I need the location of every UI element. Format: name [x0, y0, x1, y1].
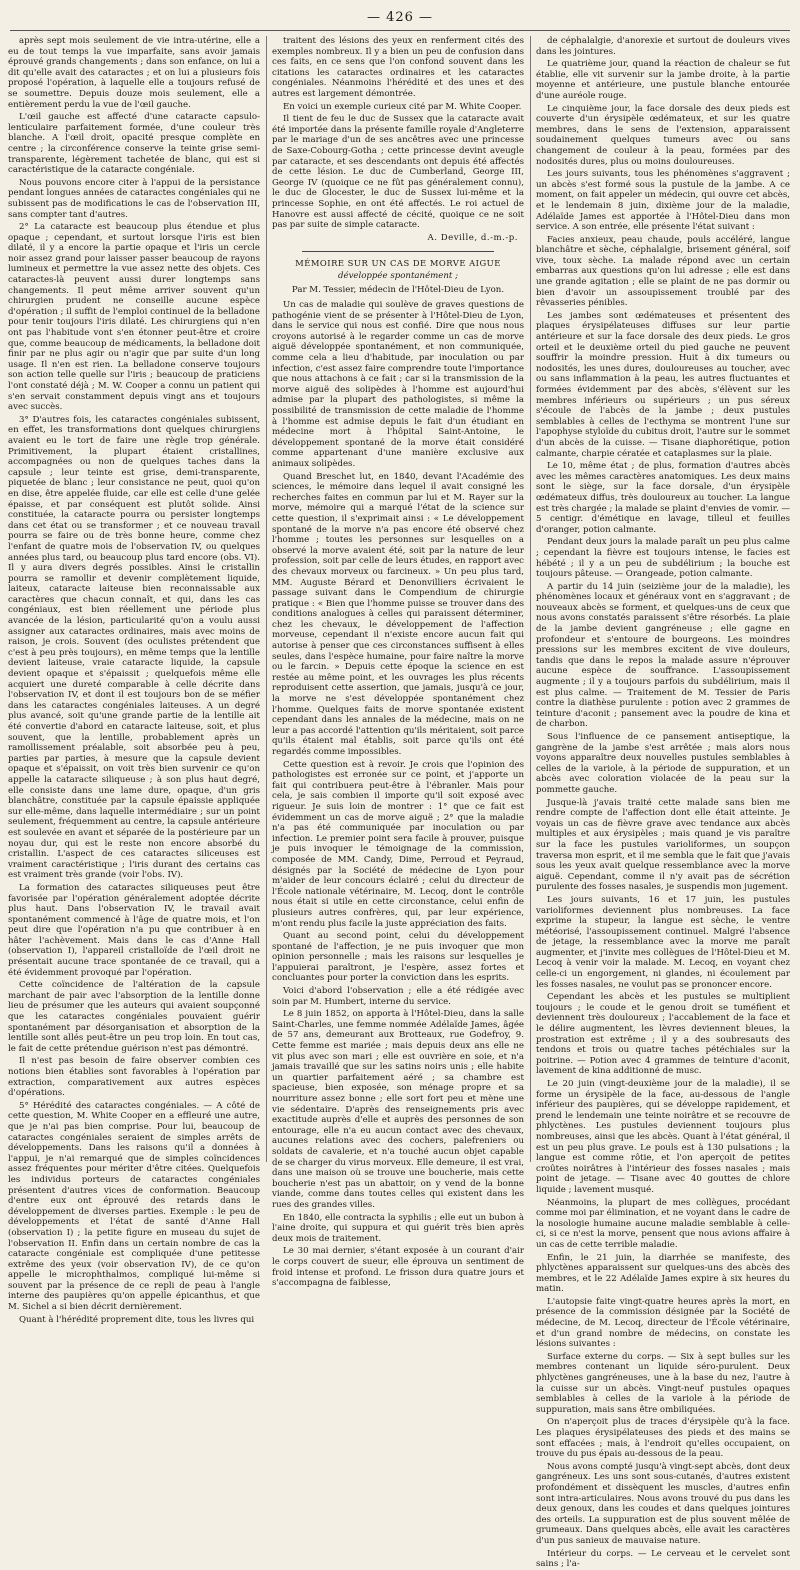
paragraph: L'autopsie faite vingt-quatre heures après la mort, en présence de la commission désignée par la Société de médecine, de M. Lecoq, directeur de l'École vétérinaire, et d'un grand nombre de médecins, on constate les lésions suivantes : — [536, 1296, 790, 1350]
paragraph: Quand Breschet lut, en 1840, devant l'Académie des sciences, le mémoire dans lequel il avait consigné les recherches faites en commun par lui et M. Rayer sur la morve, mémoire qui a marqué l'état de la science sur cette question, il s'exprimait ainsi : « Le développement spontané de la morve n'a pas encore été observé chez l'homme ; toutes les personnes sur lesquelles on a observé la morve avaient été, soit par la nature de leur profession, soit par celle de leurs études, en rapport avec des chevaux morveux ou farcineux. » Un peu plus tard, MM. Auguste Bérard et Denonvilliers écrivaient le passage suivant dans le Compendium de chirurgie pratique : « Bien que l'homme puisse se trouver dans des conditions analogues à celles qui paraissent déterminer, chez les chevaux, le développement de l'affection morveuse, cependant il n'existe encore aucun fait qui autorise à penser que ces circonstances suffisent à elles seules, dans l'espèce humaine, pour faire naître la morve ou le farcin. » Depuis cette époque la science en est restée au même point, et les ouvrages les plus récents reproduisent cette assertion, que jamais, jusqu'à ce jour, la morve ne s'est développée spontanément chez l'homme. Quelques faits de morve spontanée existent cependant dans les annales de la médecine, mais on ne leur a pas accordé l'attention qu'ils méritaient, soit parce qu'ils étaient mal établis, soit parce qu'ils ont été regardés comme impossibles. — [272, 471, 524, 757]
paragraph: traitent des lésions des yeux en renferment cités des exemples nombreux. Il y a bien un peu de confusion dans ces faits, en ce sens que l'on confond souvent dans les citations les cataractes ordinaires et les cataractes congéniales. Néanmoins l'hérédité et des unes et des autres est largement démontrée. — [272, 36, 524, 99]
paragraph: 5° Hérédité des cataractes congéniales. — A côté de cette question, M. White Cooper en a effleuré une autre, que je n'ai pas bien comprise. Pour lui, beaucoup de cataractes congéniales seraient de simples arrêts de développements. Dans les raisons qu'il a données à l'appui, je n'ai remarqué que de simples coïncidences assez fréquentes pour mériter d'être citées. Quelquefois les individus porteurs de cataractes congéniales présentent d'autres vices de conformation. Beaucoup d'entre eux ont éprouvé des retards dans le développement de diverses parties. Exemple : le peu de développements et l'état de santé d'Anne Hall (observation I) ; la petite figure en museau du sujet de l'observation II. Enfin dans un certain nombre de cas la cataracte congéniale est compliquée d'une petitesse extrême des yeux (voir observation IV), de ce qu'on appelle le microphthalmos, compliqué lui-même si souvent par la présence de ce repli de peau à l'angle interne des paupières qu'on appelle épicanthus, et que M. Sichel a si bien décrit dernièrement. — [8, 1100, 260, 1313]
paragraph: Le 30 mai dernier, s'étant exposée à un courant d'air le corps couvert de sueur, elle éprouva un sentiment de froid intense et profond. Le frisson dura quatre jours et s'accompagna de faiblesse, — [272, 1246, 524, 1289]
paragraph: Cette coïncidence de l'altération de la capsule marchant de pair avec l'absorption de la lentille donne lieu de présumer que les auteurs qui avaient soupçonné que les cataractes congéniales pouvaient guérir spontanément par désorganisation et absorption de la lentille sont allés peut-être un peu trop loin. En tout cas, le fait de cette prétendue guérison n'est pas démontré. — [8, 980, 260, 1054]
paragraph: Nous avons compté jusqu'à vingt-sept abcès, dont deux gangréneux. Les uns sont sous-cutanés, d'autres existent profondément et dissèquent les muscles, d'autres enfin sont intra-articulaires. Nous avons trouvé du pus dans les deux genoux, dans les coudes et dans quelques jointures des orteils. La suppuration est de plus souvent mêlée de grumeaux. Dans quelques abcès, elle avait les caractères d'un pus sanieux de mauvaise nature. — [536, 1461, 790, 1546]
column-right — [536, 36, 790, 1570]
paragraph: Néanmoins, la plupart de mes collègues, procédant comme moi par élimination, et ne voyant dans le cadre de la nosologie humaine aucune maladie semblable à celle-ci, si ce n'est la morve, pensent que nous avions affaire à un cas de cette terrible maladie. — [536, 1197, 790, 1250]
paragraph: Un cas de maladie qui soulève de graves questions de pathogénie vient de se présenter à l'Hôtel-Dieu de Lyon, dans le service qui nous est confié. Dire que nous nous croyons autorisé à le regarder comme un cas de morve aiguë développée spontanément, et non communiquée, comme cela a lieu d'habitude, par inoculation ou par infection, c'est assez faire comprendre toute l'importance que nous attachons à ce fait ; car si la transmission de la morve aiguë des solipèdes à l'homme est aujourd'hui admise par la plupart des pathologistes, si même la possibilité de transmission de cette maladie de l'homme à l'homme est admise depuis le fait d'un étudiant en médecine mort à l'hôpital Saint-Antoine, le développement spontané de la morve était considéré comme appartenant d'une manière exclusive aux animaux solipèdes. — [272, 300, 524, 469]
paragraph: Le quatrième jour, quand la réaction de chaleur se fut établie, elle vit survenir sur la jambe droite, à la partie moyenne et antérieure, une pustule blanche entourée d'une auréole rouge. — [536, 59, 790, 101]
paragraph: Facies anxieux, peau chaude, pouls accéléré, langue blanchâtre et sèche, céphalalgie, brisement général, soif vive, toux sèche. La malade répond avec un certain embarras aux questions qu'on lui adresse ; elle est dans une grande agitation ; elle se plaint de ne pas dormir ou bien d'avoir un assoupissement troublé par des rêvasseries pénibles. — [536, 234, 790, 309]
paragraph: En 1840, elle contracta la syphilis ; elle eut un bubon à l'aine droite, qui suppura et qui guérit très bien après deux mois de traitement. — [272, 1212, 524, 1244]
paragraph: La formation des cataractes siliqueuses peut être favorisée par l'opération généralement adoptée décrite plus haut. Dans l'observation IV, le travail avait spontanément commencé à l'âge de quatre mois, et l'on peut dire que l'opération n'a pu que contribuer à en hâter l'achèvement. Mais dans le cas d'Anne Hall (observation I), l'appareil cristalloïde de l'œil droit ne présentait aucune trace spontanée de ce travail, qui a été évidemment provoqué par l'opération. — [8, 882, 260, 978]
paragraph: Enfin, le 21 juin, la diarrhée se manifeste, des phlyctènes apparaissent sur quelques-uns des abcès des membres, et le 22 Adélaïde James expire à six heures du matin. — [536, 1252, 790, 1295]
paragraph: après sept mois seulement de vie intra-utérine, elle a eu de tout temps la vue imparfaite, sans avoir jamais éprouvé grands changements ; dans son enfance, on lui a dit qu'elle avait des cataractes ; et on lui a plusieurs fois proposé l'opération, à laquelle elle a toujours refusé de se soumettre. Depuis douze mois seulement, elle a entièrement perdu la vue de l'œil gauche. — [8, 36, 260, 110]
paragraph: 3° D'autres fois, les cataractes congéniales subissent, en effet, les transformations dont quelques chirurgiens avaient eu le tort de faire une règle trop générale. Primitivement, la plupart étaient cristallines, accompagnées ou non de quelques taches dans la capsule ; leur teinte est grise, demi-transparente, piquetée de blanc ; leur consistance ne peut, quoi qu'on en dise, être appelée fluide, car elle est celle d'une gelée épaisse, et par conséquent est plutôt solide. Ainsi constituée, la cataracte pourra ou persister longtemps dans cet état ou se transformer ; et ce nouveau travail pourra se faire ou de très bonne heure, comme chez l'enfant de quatre mois de l'observation IV, ou quelques années plus tard, ou beaucoup plus tard encore (obs. VI). Il y aura divers degrés possibles. Ainsi le cristallin pourra se ramollir et devenir complètement liquide, laiteux, cataracte laiteuse bien reconnaissable aux caractères que chacun connaît, et qui, dans les cas congéniaux, est bien réellement une période plus avancée de la lésion, particularité qu'on a voulu aussi assigner aux cataractes ordinaires, mais avec moins de raison, je crois. Souvent (des oculistes prétendent que c'est à peu près toujours), en même temps que la lentille devient laiteuse, vraie cataracte liquide, la capsule devient opaque et s'épaissit ; quelquefois même elle acquiert une dureté comparable à celle décrite dans l'observation IV, et dont il est toujours bon de se méfier dans les cataractes congéniales laiteuses. A un degré plus avancé, soit qu'une grande partie de la lentille ait été convertie d'abord en cataracte laiteuse, soit, et plus souvent, que la lentille, probablement après un ramollissement préalable, soit absorbée peu à peu, parties par parties, à mesure que la capsule devient opaque et s'épaissit, on voit très bien survenir ce qu'on appelle la cataracte siliqueuse ; à son plus haut degré, elle consiste dans une lame dure, opaque, d'un gris blanchâtre, constituée par la capsule épaissie appliquée sur elle-même, dans laquelle intermédiaire ; sur un point seulement, fréquemment au centre, la capsule antérieure est soulevée en avant et séparée de la postérieure par un noyau dur, qui est le reste non encore absorbé du cristallin. L'aspect de ces cataractes siliceuses est vraiment caractéristique ; l'iris durant des certains cas est vraiment très grande (voir l'obs. IV). — [8, 414, 260, 881]
paragraph: Jusque-là j'avais traité cette malade sans bien me rendre compte de l'affection dont elle était atteinte. Je voyais un cas de fièvre grave avec tendance aux abcès multiples et aux érysipèles ; mais quand je vis paraître sur la face les pustules varioliformes, un soupçon traversa mon esprit, et il me sembla que le fait que j'avais sous les yeux avait quelque ressemblance avec la morve aiguë. Cependant, comme il n'y avait pas de sécrétion purulente des fosses nasales, je suspendis mon jugement. — [536, 797, 790, 893]
section-rule — [302, 251, 494, 252]
paragraph: Voici d'abord l'observation ; elle a été rédigée avec soin par M. Humbert, interne du service. — [272, 986, 524, 1007]
paragraph: Le cinquième jour, la face dorsale des deux pieds est couverte d'un érysipèle œdémateux, et sur les quatre membres, dans le sens de l'extension, apparaissent soudainement quelques tumeurs avec ou sans changement de couleur à la peau, formées par des nodosités dures, plus ou moins douloureuses. — [536, 103, 790, 167]
paragraph: Le 8 juin 1852, on apporta à l'Hôtel-Dieu, dans la salle Saint-Charles, une femme nommée Adélaïde James, âgée de 57 ans, demeurant aux Brotteaux, rue Godefroy, 9. Cette femme est mariée ; mais depuis deux ans elle ne vit plus avec son mari ; elle est ouvrière en soie, et n'a jamais travaillé que sur les satins noirs unis ; elle habite un quartier parfaitement aéré ; sa chambre est spacieuse, bien exposée, son ménage propre et sa nourriture assez bonne ; elle sort fort peu et mène une vie sédentaire. D'après des renseignements pris avec exactitude auprès d'elle et auprès des personnes de son entourage, elle n'a eu aucun contact avec des chevaux, aucunes relations avec des cochers, palefreniers ou soldats de cavalerie, et n'a touché aucun objet capable de se charger du virus morveux. Elle demeure, il est vrai, dans une maison où se trouve une boucherie, mais cette boucherie n'est pas un abattoir, on y vend de la bonne viande, comme dans toutes celles qui existent dans les rues des grandes villes. — [272, 1009, 524, 1210]
paragraph: Quant à l'hérédité proprement dite, tous les livres qui — [19, 1314, 255, 1325]
paragraph: A partir du 14 juin (seizième jour de la maladie), les phénomènes locaux et généraux vont en s'aggravant ; de nouveaux abcès se forment, et quelques-uns de ceux que nous avons constatés paraissent s'être résorbés. La plaie de la jambe devient gangréneuse ; elle gagne en profondeur et s'entoure de bourgeons. Les moindres pressions sur les membres excitent de vive douleurs, tandis que dans le repos la malade assure n'éprouver aucune espèce de souffrance. L'assoupissement augmente ; il y a toujours parfois du subdélirium, mais il est plus calme. — Traitement de M. Tessier de Paris contre la diathèse purulente : potion avec 2 grammes de teinture d'aconit ; pansement avec la poudre de kina et de charbon. — [536, 581, 790, 730]
article-subtitle: développée spontanément ; — [337, 270, 459, 281]
paragraph: Les jambes sont œdémateuses et présentent des plaques érysipélateuses diffuses sur leur partie antérieure et sur la face dorsale des deux pieds. Le gros orteil et le deuxième orteil du pied gauche ne peuvent souffrir la moindre pression. Huit à dix tumeurs ou nodosités, les unes dures, douloureuses au toucher, avec ou sans inflammation à la peau, les autres fluctuantes et formées évidemment par des abcès, s'élèvent sur les membres inférieurs ou supérieurs ; un pus séreux s'écoule de l'abcès de la jambe ; deux pustules semblables à celles de l'ecthyma se montrent l'une sur l'apophyse styloïde du cubitus droit, l'autre sur le sommet d'un abcès de la cuisse. — Tisane diaphorétique, potion calmante, charpie cératée et cataplasmes sur la plaie. — [536, 310, 790, 459]
header-rule — [10, 30, 790, 31]
column-middle — [272, 36, 524, 1289]
column-left — [8, 36, 260, 1325]
article-byline: Par M. Tessier, médecin de l'Hôtel-Dieu de Lyon. — [291, 285, 505, 296]
paragraph: Le 10, même état ; de plus, formation d'autres abcès avec les mêmes caractères anatomiques. Les deux mains sont le siège, sur la face dorsale, d'un érysipèle œdémateux diffus, très douloureux au toucher. La langue est très chargée ; la malade se plaint d'envies de vomir. — 5 centigr. d'émétique en lavage, tilleul et feuilles d'oranger, potion calmante. — [536, 461, 790, 535]
paragraph: de céphalalgie, d'anorexie et surtout de douleurs vives dans les jointures. — [536, 36, 790, 57]
paragraph: Sous l'influence de ce pansement antiseptique, la gangrène de la jambe s'est arrêtée ; mais alors nous voyons apparaître deux nouvelles pustules semblables à celles de la variole, à la période de suppuration, et un abcès avec coloration violacée de la peau sur la pommette gauche. — [536, 732, 790, 795]
column-divider — [266, 36, 267, 1162]
author-signature: A. Deville, d.-m.-p. — [427, 232, 518, 243]
paragraph: Quant au second point, celui du développement spontané de l'affection, je ne puis invoquer que mon opinion personnelle ; mais les raisons sur lesquelles je l'appuierai paraîtront, je l'espère, assez fortes et concluantes pour porter la conviction dans les esprits. — [272, 931, 524, 984]
paragraph: Cette question est à revoir. Je crois que l'opinion des pathologistes est erronée sur ce point, et j'apporte un fait qui contribuera peut-être à l'ébranler. Mais pour cela, je sais combien il importe qu'il soit exposé avec rigueur. Je suis loin de montrer : 1° que ce fait est évidemment un cas de morve aiguë ; 2° que la maladie n'a pas été communiquée par inoculation ou par infection. Le premier point sera facile à prouver, puisque je puis invoquer le témoignage de la commission, composée de MM. Candy, Dime, Perroud et Peyraud, désignés par la Société de médecine de Lyon pour m'aider de leur concours éclairé ; celui du directeur de l'École nationale vétérinaire, M. Lecoq, dont le contrôle nous était si utile en cette circonstance, celui enfin de plusieurs autres confrères, qui, par leur expérience, m'ont rendu plus facile la juste appréciation des faits. — [272, 759, 524, 929]
paragraph: Les jours suivants, tous les phénomènes s'aggravent ; un abcès s'est formé sous la pustule de la jambe. A ce moment, on fait appeler un médecin, qui ouvre cet abcès, et le lendemain 8 juin, dixième jour de la maladie, Adélaïde James est apportée à l'Hôtel-Dieu dans mon service. A son entrée, elle présente l'état suivant : — [536, 169, 790, 233]
paragraph: Cependant les abcès et les pustules se multiplient toujours ; le coude et le genou droit se tuméfient et deviennent très douloureux ; l'accablement de la face et le délire augmentent, les lèvres deviennent bleues, la prostration est extrême ; il y a des soubresauts des tendons et trois ou quatre taches pétéchiales sur la poitrine. — Potion avec 4 grammes de teinture d'aconit, lavement de kina additionné de musc. — [536, 992, 790, 1077]
paragraph: On n'aperçoit plus de traces d'érysipèle qu'à la face. Les plaques érysipélateuses des pieds et des mains se sont effacées ; mais, à l'endroit qu'elles occupaient, on trouve du pus épais au-dessous de la peau. — [536, 1417, 790, 1460]
paragraph: Nous pouvons encore citer à l'appui de la persistance pendant longues années de cataractes congéniales qui ne subissent pas de modifications le cas de l'observation III, sans compter tant d'autres. — [8, 177, 260, 220]
paragraph: 2° La cataracte est beaucoup plus étendue et plus opaque ; cependant, et surtout lorsque l'iris est bien dilaté, il y a encore la partie opaque et l'iris un cercle noir assez grand pour laisser passer beaucoup de rayons lumineux et permettre la vue assez nette des objets. Ces cataractes-là peuvent aussi durer longtemps sans changements. Il peut même arriver souvent qu'un chirurgien prudent ne conseille aucune espèce d'opération ; il suffit de l'emploi continuel de la belladone pour tenir toujours l'iris dilaté. Les chirurgiens qui n'en ont pas l'habitude vont s'en étonner peut-être et croire que, comme beaucoup de médicaments, la belladone doit finir par ne plus agir ou n'agir que par suite d'un long usage. Il n'en est rien. La belladone conserve toujours son action telle quelle sur l'iris ; beaucoup de praticiens l'ont constaté déjà ; M. W. Cooper a connu un patient qui s'en servait constamment depuis vingt ans et toujours avec succès. — [8, 222, 260, 413]
page-number: — 426 — — [366, 10, 434, 25]
paragraph: Il n'est pas besoin de faire observer combien ces notions bien établies sont favorables à l'opération par extraction, comparativement aux autres espèces d'opérations. — [8, 1056, 260, 1099]
paragraph: En voici un exemple curieux cité par M. White Cooper. — [283, 101, 522, 112]
article-title: MÉMOIRE SUR UN CAS DE MORVE AIGUE — [295, 258, 501, 269]
paragraph: Il tient de feu le duc de Sussex que la cataracte avait été importée dans la présente famille royale d'Angleterre par le mariage d'un de ses ancêtres avec une princesse de Saxe-Cobourg-Gotha ; cette princesse devint aveugle par cataracte, et ses descendants ont depuis été affectés de cette lésion. Le duc de Cumberland, George III, George IV (quoique ce ne fût pas généralement connu), le duc de Glocester, le duc de Sussex lui-même et la princesse Sophie, en ont été affectés. Le roi actuel de Hanovre est aussi affecté de cécité, quoique ce ne soit pas par suite de simple cataracte. — [272, 114, 524, 231]
paragraph: Le 20 juin (vingt-deuxième jour de la maladie), il se forme un érysipèle de la face, au-dessous de l'angle inférieur des paupières, qui se développe rapidement, et prend le lendemain une teinte noirâtre et se recouvre de phlyctènes. Les pustules deviennent toujours plus nombreuses, ainsi que les abcès. Quant à l'état général, il est un peu plus grave. Le pouls est à 130 pulsations ; la langue est comme rôtie, et l'on aperçoit de petites croûtes noirâtres à l'intérieur des fosses nasales ; mais point de jetage. — Tisane avec 40 gouttes de chlore liquide ; lavement musqué. — [536, 1079, 790, 1195]
paragraph: Les jours suivants, 16 et 17 juin, les pustules varioliformes deviennent plus nombreuses. La face exprime la stupeur, la langue est sèche, le ventre météorisé, l'assoupissement continuel. Malgré l'absence de jetage, la ressemblance avec la morve me paraît augmenter, et j'invite mes collègues de l'Hôtel-Dieu et M. Lecoq à venir voir la malade. M. Lecoq, en voyant chez celle-ci un engorgement, ni glandes, ni écoulement par les fosses nasales, ne voulut pas se prononcer encore. — [536, 894, 790, 990]
paragraph: Pendant deux jours la malade paraît un peu plus calme ; cependant la fièvre est toujours intense, le facies est hébété ; il y a un peu de subdélirium ; la bouche est toujours pâteuse. — Orangeade, potion calmante. — [536, 537, 790, 580]
paragraph: Surface externe du corps. — Six à sept bulles sur les membres contenant un liquide séro-purulent. Deux phlyctènes gangréneuses, une à la base du nez, l'autre à la cuisse sur un abcès. Vingt-neuf pustules opaques semblables à celles de la variole à la période de suppuration, mais sans être ombiliquées. — [536, 1351, 790, 1415]
column-divider — [530, 36, 531, 1162]
paragraph: L'œil gauche est affecté d'une cataracte capsulo-lenticulaire parfaitement formée, d'une couleur très blanche. A l'œil droit, opacité presque complète en centre ; la circonférence conserve la teinte grise semi-transparente, légèrement tachetée de blanc, qui est si caractéristique de la cataracte congéniale. — [8, 112, 260, 176]
paragraph: Intérieur du corps. — Le cerveau et le cervelet sont sains ; l'a- — [536, 1548, 790, 1570]
